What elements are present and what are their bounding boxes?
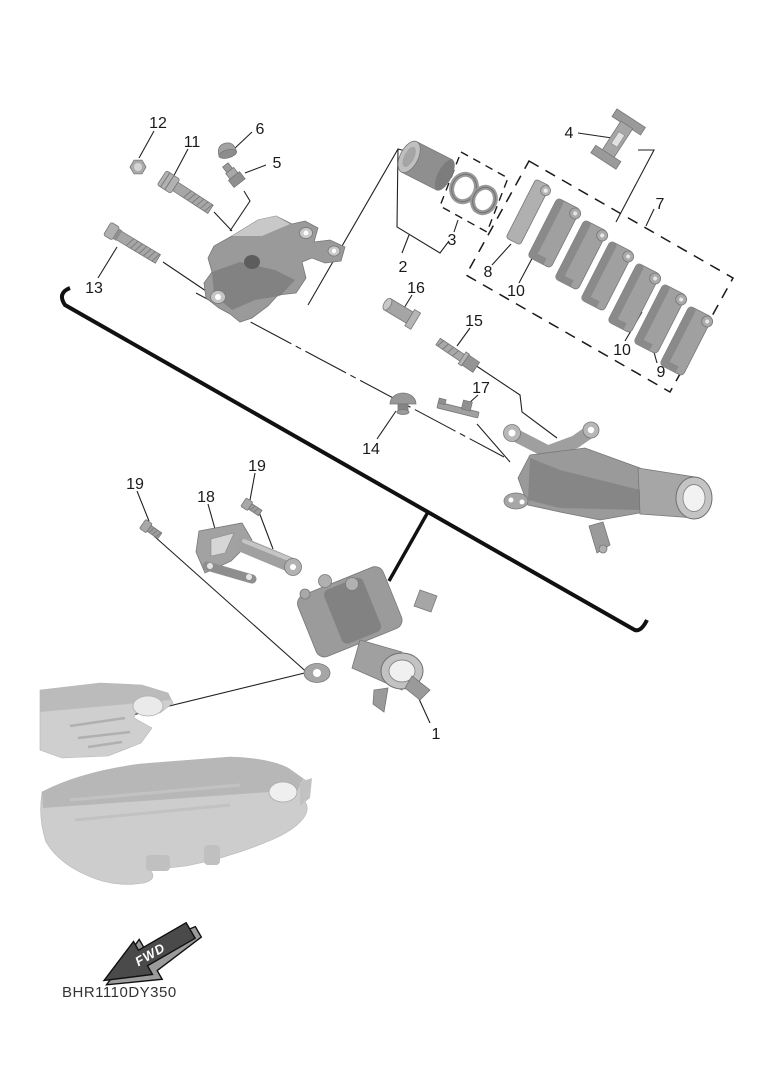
callout-11: 11 <box>183 134 201 151</box>
bolt-part-19a <box>139 519 163 540</box>
damper-part-14 <box>390 393 416 415</box>
callout-4: 4 <box>564 125 574 142</box>
swingarm-ghost-upper <box>40 683 173 758</box>
nut-part-12 <box>130 160 146 174</box>
bleed-screw-part-5 <box>220 161 245 188</box>
callout-19a: 19 <box>126 476 144 493</box>
callout-19b: 19 <box>248 458 266 475</box>
callout-14: 14 <box>362 441 380 458</box>
callout-8: 8 <box>483 264 493 281</box>
callout-9: 9 <box>656 364 666 381</box>
callout-6: 6 <box>255 121 265 138</box>
callout-2: 2 <box>398 259 408 276</box>
callout-3: 3 <box>447 232 457 249</box>
callout-15: 15 <box>465 313 483 330</box>
mount-pointer-line <box>389 512 428 581</box>
swingarm-ghost-lower <box>41 757 312 884</box>
callout-5: 5 <box>272 155 282 172</box>
piston-seals-part-3 <box>447 170 499 216</box>
callout-16: 16 <box>407 280 425 297</box>
bleed-cap-part-6 <box>216 141 237 160</box>
callout-12: 12 <box>149 115 167 132</box>
callout-1: 1 <box>431 726 441 743</box>
caliper-bracket <box>504 422 713 553</box>
bolt-part-11 <box>157 171 215 217</box>
pad-spring-part-4 <box>589 109 645 170</box>
bracket-part-18 <box>196 523 302 580</box>
callout-10b: 10 <box>613 342 631 359</box>
callout-13: 13 <box>85 280 103 297</box>
callout-18: 18 <box>197 489 215 506</box>
part-code: BHR1110DY350 <box>62 984 177 1001</box>
caliper-assembly-part-1 <box>295 564 437 712</box>
caliper-housing <box>204 216 345 322</box>
bolt-part-13 <box>103 222 161 265</box>
collar-part-16 <box>380 294 421 329</box>
callout-7: 7 <box>655 196 665 213</box>
callout-10a: 10 <box>507 283 525 300</box>
piston-part-2 <box>393 138 458 194</box>
callout-17: 17 <box>472 380 490 397</box>
fwd-arrow-label: FWD <box>132 939 169 970</box>
bolt-part-15 <box>434 336 480 373</box>
bolt-part-19b <box>241 498 263 517</box>
